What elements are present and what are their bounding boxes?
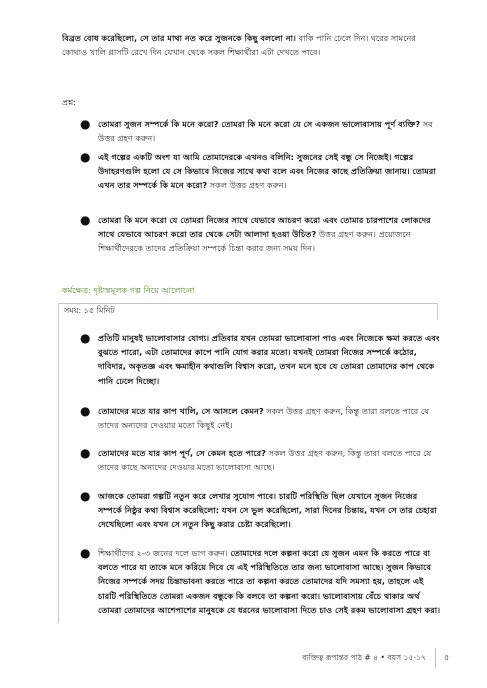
intro-bold: বিব্রত বোধ করেছিলো, সে তার মাথা নত করে সুজনকে কিছু বললো না। [62,33,296,43]
bullet-icon: ● [80,213,91,227]
footer-book-title: ব্যক্তিত্ব রূপান্তর পাঠ # ৪ • বয়স ১৫-১৭ [302,653,426,662]
time-box [58,303,438,320]
time-label: সময়: ১৫ মিনিট [64,306,115,315]
bullet-icon: ● [80,150,91,164]
intro-paragraph [62,31,442,59]
activity-left-border [58,319,59,623]
question-label: প্রশ্ন: [62,97,77,107]
footer-divider [435,648,436,668]
bullet-icon: ● [80,404,91,418]
bullet-icon: ● [80,489,91,503]
bullet-icon: ● [80,117,91,131]
bullet-icon: ● [80,546,91,560]
intro-rest: বাকি পানি ঢেলে দিন। ঘরের সামনের কোথাও খালি গ্লাসটি রেখে দিন যেখান থেকে সকল শিক্ষার্থীরা এটা দেখতে পাবে। [62,33,416,58]
bullet-icon: ● [80,331,91,345]
activity-title: কর্মক্ষেত্র: দৃষ্টান্তমূলক গল্প নিয়ে আলোচনা [62,285,195,295]
bullet-icon: ● [80,446,91,460]
page-number: ৫ [444,653,450,662]
document-page: বিব্রত বোধ করেছিলো, সে তার মাথা নত করে সুজনকে কিছু বললো না। বাকি পানি ঢেলে দিন। ঘরের সামনের কোথাও খালি গ্লাসটি রেখে দিন যেখান থেকে সকল শিক্ষার্থীরা এটা দেখতে পাবে। প্রশ্ন: ● তোমরা সুজন সম্পর্কে কি মনে করো? তোমরা কি মনে করো যে সে একজন ভালোবাসায় পূর্ণ ব্যক্তি? সব উত্তর গ্রহণ করুন। ● এই গল্পের একটি অংশ যা আমি তোমাদেরকে এখনও বলিনি: সুজনের সেই বন্ধু সে নিজেই। গল্পের উদাহরণগুলি হলো যে সে কিভাবে নিজের সাথে কথা বলে এবং নিজের কাছে প্রতিক্রিয়া জানায়। তোমরা এখন তার সম্পর্কে কি মনে করো? সকল উত্তর গ্রহণ করুন। ● তোমরা কি মনে করো যে তোমরা নিজের সাথে যেভাবে আচরণ করো এবং তোমার চারপাশের লোকদের সাথে যেভাবে আচরণ করো তার থেকে সেটা আলাদা হওয়া উচিত? উত্তর গ্রহণ করুন। প্রয়োজনে শিক্ষার্থীদেরকে তাদের প্রতিক্রিয়া সম্পর্কে চিন্তা করার জন্য সময় দিন। কর্মক্ষেত্র: দৃষ্টান্তমূলক গল্প নিয়ে আলোচনা সময়: ১৫ মিনিট ● প্রতিটি মানুষই ভালোবাসার যোগ্য। প্রতিবার যখন তোমরা ভালোবাসা পাও এবং নিজেকে ক্ষমা করতে এবং বুঝতে পারো, এটা তোমাদের কাপে পানি যোগ করার মতো। যখনই তোমরা নিজের সম্পর্কে কঠোর, দাবিদার, অকৃতজ্ঞ এবং ক্ষমাহীন কথাগুলি বিশ্বাস করো, তখন মনে হবে যে তোমরা তোমাদের কাপ থেকে পানি ঢেলে দিচ্ছো। ● তোমাদের মতে যার কাপ খালি, সে আসলে কেমন? সকল উত্তর গ্রহণ করুন, কিন্তু তারা বলতে পারে যে তাদের অন্যদের দেওয়ার মতো কিছুই নেই। ● তোমাদের মতে যার কাপ পূর্ণ, সে কেমন হতে পারে? সকল উত্তর গ্রহণ করুন, কিন্তু তারা বলতে পারে যে তাদের কাছে অন্যদের দেওয়ার মতো ভালোবাসা আছে। ● আজকে তোমরা গল্পটি নতুন করে লেখার সুযোগ পাবে। চারটি পরিস্থিতি ছিল যেখানে সুজন নিজের সম্পর্কে নিষ্ঠুর কথা বিশ্বাস করেছিলো: যখন সে ভুল করেছিলো, সারা দিনের চিন্তায়, যখন সে তার চেহারা দেখেছিলো এবং যখন সে নতুন কিছু করার চেষ্টা করেছিলো। ● শিক্ষার্থীদের ২-৩ জনের দলে ভাগ করুন। তোমাদের দলে কল্পনা করো যে সুজন এমন কি করতে পারে বা বলতে পারে যা তাকে মনে করিয়ে দিবে যে এই পরিস্থিতিতে তার জন্য ভালোবাসা আছে। সুজন কিভাবে নিজের সম্পর্কে সদয় চিন্তাভাবনা করতে পারে তা কল্পনা করতে তোমাদের যদি সমস্যা হয়, তাহলে এই চারটি পরিস্থিতিতে তোমরা একজন বন্ধুকে কি বলবে তা কল্পনা করো। ভালোবাসায় বেঁচে থাকার অর্থ তোমরা তোমাদের আশেপাশের মানুষকে যে ধরনের ভালোবাসা দিতে চাও সেই রকম ভালোবাসা গ্রহণ করা। ব্যক্তিত্ব রূপান্তর পাঠ # ৪ • বয়স ১৫-১৭ ৫ [0,0,487,688]
